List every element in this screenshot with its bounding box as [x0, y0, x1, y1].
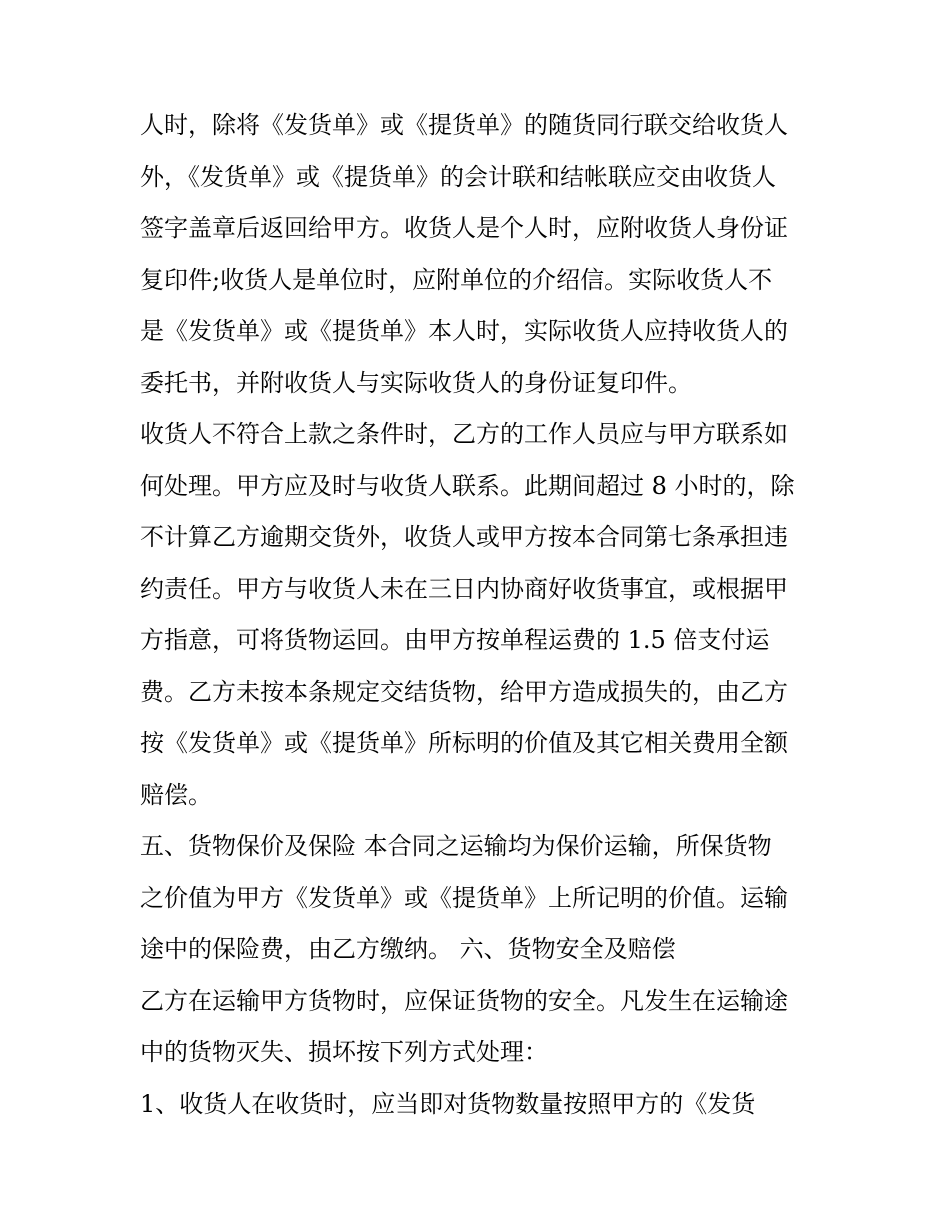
text-line: 委托书，并附收货人与实际收货人的身份证复印件。	[140, 368, 692, 397]
text-line: 人时，除将《发货单》或《提货单》的随货同行联交给收货人	[140, 111, 788, 139]
text-line: 之价值为甲方《发货单》或《提货单》上所记明的价值。运输	[140, 883, 788, 912]
document-body	[140, 100, 830, 1130]
text-line: 赔偿。	[140, 780, 212, 809]
text-line: 收货人不符合上款之条件时，乙方的工作人员应与甲方联系如	[140, 420, 788, 448]
text-line: 途中的保险费，由乙方缴纳。 六、货物安全及赔偿	[140, 935, 676, 963]
text-line: 约责任。甲方与收货人未在三日内协商好收货事宜，或根据甲	[140, 574, 788, 603]
text-line: 乙方在运输甲方货物时，应保证货物的安全。凡发生在运输途	[140, 986, 788, 1015]
text-line: 五、货物保价及保险 本合同之运输均为保价运输，所保货物	[140, 832, 772, 860]
text-line: 复印件;收货人是单位时，应附单位的介绍信。实际收货人不	[140, 265, 773, 294]
text-line: 签字盖章后返回给甲方。收货人是个人时，应附收货人身份证	[140, 214, 788, 242]
text-line: 中的货物灭失、损坏按下列方式处理：	[140, 1038, 548, 1066]
text-line: 费。乙方未按本条规定交结货物，给甲方造成损失的，由乙方	[140, 677, 788, 706]
text-line: 是《发货单》或《提货单》本人时，实际收货人应持收货人的	[140, 317, 788, 345]
text-line: 外，《发货单》或《提货单》的会计联和结帐联应交由收货人	[140, 162, 776, 191]
text-line: 1、收货人在收货时，应当即对货物数量按照甲方的《发货	[140, 1089, 756, 1118]
text-line: 不计算乙方逾期交货外，收货人或甲方按本合同第七条承担违	[140, 523, 788, 551]
text-line: 按《发货单》或《提货单》所标明的价值及其它相关费用全额	[140, 729, 788, 757]
text-line: 何处理。甲方应及时与收货人联系。此期间超过 8 小时的，除	[140, 471, 795, 500]
text-line: 方指意，可将货物运回。由甲方按单程运费的 1.5 倍支付运	[140, 626, 770, 654]
